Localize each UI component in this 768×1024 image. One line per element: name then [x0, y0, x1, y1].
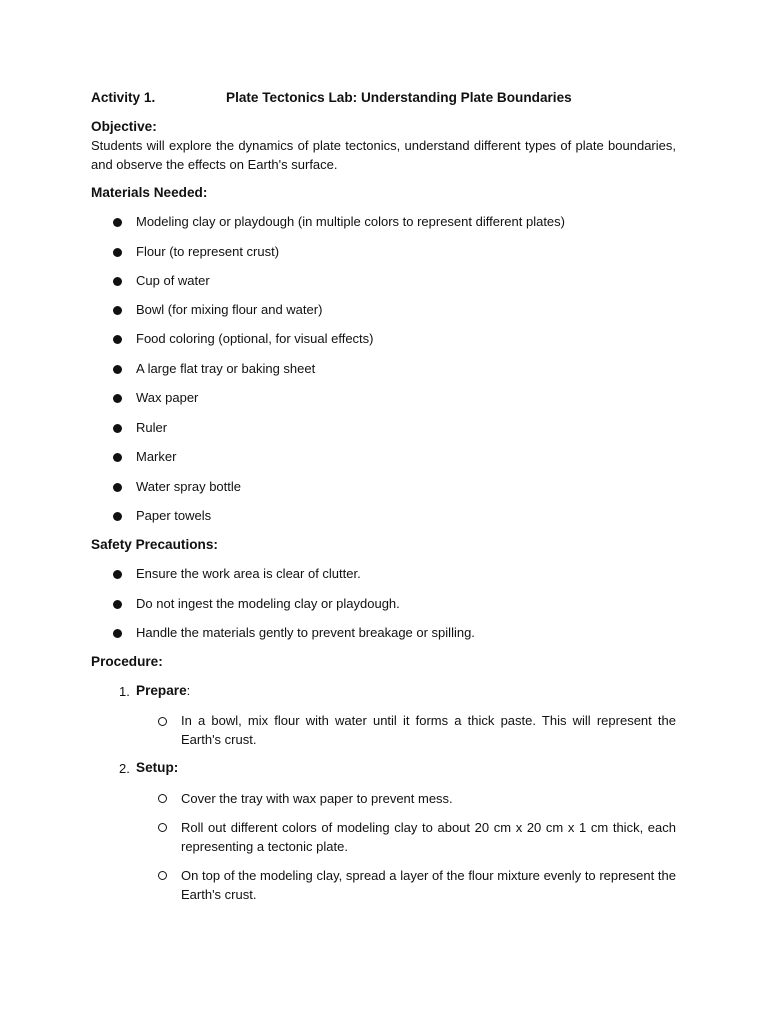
- list-item: [0, 331, 768, 349]
- step-number: 2.: [119, 761, 130, 776]
- bullet-icon: [113, 277, 122, 286]
- materials-heading: Materials Needed:: [91, 185, 208, 200]
- objective-heading: Objective:: [91, 119, 157, 134]
- activity-label: Activity 1.: [91, 90, 156, 105]
- bullet-icon: [113, 365, 122, 374]
- sub-list-item-text: Roll out different colors of modeling clay to about 20 cm x 20 cm x 1 cm thick, each representing a tectonic plate.: [181, 820, 676, 854]
- step-title-text: Setup:: [136, 760, 179, 775]
- list-item: [0, 302, 768, 320]
- step-number: 1.: [119, 684, 130, 699]
- list-item: [0, 566, 768, 584]
- list-item-text: Ruler: [136, 420, 168, 435]
- list-item: [0, 508, 768, 526]
- list-item: [0, 361, 768, 379]
- hollow-bullet-icon: [158, 717, 167, 726]
- sub-list-item-text: On top of the modeling clay, spread a layer of the flour mixture evenly to represent the Earth's crust.: [181, 868, 676, 902]
- list-item-text: Flour (to represent crust): [136, 244, 280, 259]
- step-title-suffix: :: [186, 683, 191, 698]
- bullet-icon: [113, 512, 122, 521]
- list-item: [0, 214, 768, 232]
- procedure-heading: Procedure:: [91, 654, 163, 669]
- list-item-text: Cup of water: [136, 273, 210, 288]
- list-item-text: Paper towels: [136, 508, 212, 523]
- bullet-icon: [113, 600, 122, 609]
- list-item: [0, 390, 768, 408]
- list-item: [0, 420, 768, 438]
- bullet-icon: [113, 424, 122, 433]
- list-item-text: Wax paper: [136, 390, 199, 405]
- bullet-icon: [113, 394, 122, 403]
- list-item-text: Marker: [136, 449, 177, 464]
- step-title-text: Prepare: [136, 683, 187, 698]
- step-title: [136, 683, 190, 698]
- list-item-text: Ensure the work area is clear of clutter.: [136, 566, 361, 581]
- list-item: [0, 449, 768, 467]
- hollow-bullet-icon: [158, 794, 167, 803]
- bullet-icon: [113, 570, 122, 579]
- bullet-icon: [113, 453, 122, 462]
- list-item: [0, 479, 768, 497]
- objective-text: Students will explore the dynamics of plate tectonics, understand different types of plate boundaries, and observe the effects on Earth's surface.: [91, 138, 676, 172]
- bullet-icon: [113, 306, 122, 315]
- list-item: [0, 273, 768, 291]
- list-item-text: A large flat tray or baking sheet: [136, 361, 316, 376]
- sub-list-item-text: In a bowl, mix flour with water until it forms a thick paste. This will represent the Earth's crust.: [181, 713, 676, 747]
- list-item-text: Bowl (for mixing flour and water): [136, 302, 323, 317]
- list-item-text: Do not ingest the modeling clay or playdough.: [136, 596, 400, 611]
- bullet-icon: [113, 335, 122, 344]
- list-item-text: Modeling clay or playdough (in multiple colors to represent different plates): [136, 214, 565, 229]
- list-item-text: Food coloring (optional, for visual effects): [136, 331, 374, 346]
- bullet-icon: [113, 248, 122, 257]
- list-item-text: Handle the materials gently to prevent breakage or spilling.: [136, 625, 475, 640]
- list-item: [0, 625, 768, 643]
- hollow-bullet-icon: [158, 823, 167, 832]
- list-item-text: Water spray bottle: [136, 479, 242, 494]
- bullet-icon: [113, 218, 122, 227]
- document-title: Plate Tectonics Lab: Understanding Plate Boundaries: [226, 90, 572, 105]
- list-item: [0, 244, 768, 262]
- sub-list-item-text: Cover the tray with wax paper to prevent mess.: [181, 791, 453, 806]
- bullet-icon: [113, 629, 122, 638]
- step-title: [136, 760, 178, 775]
- hollow-bullet-icon: [158, 871, 167, 880]
- list-item: [0, 596, 768, 614]
- bullet-icon: [113, 483, 122, 492]
- safety-heading: Safety Precautions:: [91, 537, 218, 552]
